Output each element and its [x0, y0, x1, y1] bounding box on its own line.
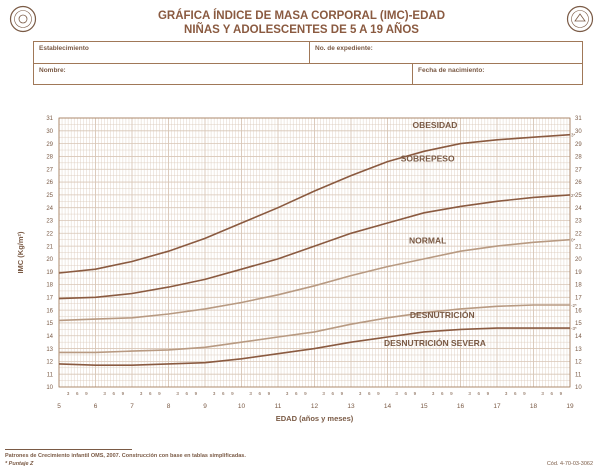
y-tick-label: 16 — [46, 308, 53, 315]
x-tick-label: 15 — [420, 403, 428, 410]
y-tick-label: 19 — [46, 269, 53, 276]
y-tick-label-right: 17 — [575, 295, 582, 302]
y-tick-label-right: 25 — [575, 193, 582, 200]
y-tick-label: 25 — [46, 193, 53, 200]
y-tick-label-right: 26 — [575, 180, 582, 187]
month-tick-label: 9 — [559, 391, 563, 396]
y-tick-label-right: 12 — [575, 359, 582, 366]
y-tick-label: 22 — [46, 231, 53, 238]
x-tick-label: 9 — [203, 403, 207, 410]
x-tick-label: 7 — [130, 403, 134, 410]
x-tick-label: 19 — [566, 403, 574, 410]
month-tick-label: 3 — [468, 391, 471, 396]
y-tick-label: 30 — [46, 129, 53, 136]
y-tick-label-right: 23 — [575, 218, 582, 225]
y-tick-label: 10 — [46, 385, 53, 392]
y-tick-label: 14 — [46, 333, 53, 340]
page-subtitle: NIÑAS Y ADOLESCENTES DE 5 A 19 AÑOS — [184, 24, 419, 36]
curve-label: -2* — [571, 303, 577, 309]
y-tick-label: 26 — [46, 180, 53, 187]
curve-label: 2* — [571, 192, 576, 198]
y-tick-label-right: 13 — [575, 346, 582, 353]
month-tick-label: 6 — [513, 391, 517, 396]
x-tick-label: 12 — [310, 403, 319, 410]
month-tick-label: 3 — [541, 391, 544, 396]
month-tick-label: 6 — [550, 391, 554, 396]
expediente-field[interactable]: No. de expediente: — [315, 45, 373, 52]
x-tick-label: 6 — [93, 403, 98, 410]
y-tick-label-right: 14 — [575, 333, 582, 340]
zone-label: SOBREPESO — [400, 153, 455, 164]
x-tick-label: 14 — [383, 403, 392, 410]
zone-label: NORMAL — [408, 235, 447, 246]
month-tick-label: 3 — [139, 391, 143, 396]
y-tick-label-right: 15 — [575, 321, 582, 328]
y-tick-label-right: 11 — [575, 372, 582, 379]
month-tick-label: 9 — [413, 391, 417, 396]
y-tick-label-right: 28 — [575, 154, 582, 161]
month-tick-label: 3 — [212, 391, 216, 396]
y-tick-label-right: 22 — [575, 231, 582, 238]
x-tick-label: 13 — [347, 403, 355, 410]
y-tick-label: 12 — [46, 359, 53, 366]
page-title: GRÁFICA ÍNDICE DE MASA CORPORAL (IMC)-EDAD — [157, 10, 446, 22]
month-tick-label: 9 — [267, 391, 271, 396]
month-tick-label: 6 — [367, 391, 371, 396]
month-tick-label: 3 — [285, 391, 289, 396]
document-code: Cód. 4-70-03-3062 — [546, 461, 593, 467]
y-tick-label-right: 10 — [575, 385, 582, 392]
y-tick-label: 28 — [46, 154, 53, 161]
month-tick-label: 9 — [304, 391, 307, 396]
y-tick-label-right: 16 — [575, 308, 582, 315]
month-tick-label: 9 — [486, 391, 490, 396]
y-tick-label: 15 — [46, 321, 53, 328]
month-tick-label: 3 — [395, 391, 398, 396]
establecimiento-field[interactable]: Establecimiento — [39, 45, 89, 52]
month-tick-label: 9 — [194, 391, 198, 396]
month-tick-label: 6 — [148, 391, 152, 396]
month-tick-label: 6 — [404, 391, 408, 396]
y-tick-label: 13 — [46, 346, 53, 353]
y-tick-label: 24 — [46, 205, 53, 212]
y-tick-label-right: 29 — [575, 141, 582, 148]
curve-label: -3* — [571, 326, 577, 332]
month-tick-label: 9 — [85, 391, 88, 396]
month-tick-label: 3 — [322, 391, 325, 396]
month-tick-label: 9 — [377, 391, 380, 396]
month-tick-label: 3 — [504, 391, 508, 396]
y-tick-label: 31 — [46, 116, 53, 123]
month-tick-label: 6 — [112, 391, 116, 396]
y-tick-label-right: 21 — [575, 244, 582, 251]
x-tick-label: 8 — [166, 403, 171, 410]
month-tick-label: 6 — [477, 391, 481, 396]
y-tick-label: 20 — [46, 257, 53, 264]
y-tick-label-right: 27 — [575, 167, 582, 174]
month-tick-label: 3 — [103, 391, 106, 396]
month-tick-label: 6 — [185, 391, 189, 396]
month-tick-label: 9 — [231, 391, 234, 396]
y-tick-label-right: 20 — [575, 257, 582, 264]
y-tick-label: 21 — [46, 244, 53, 251]
x-tick-label: 5 — [57, 403, 61, 410]
footer-source: Patrones de Crecimiento infantil OMS, 2007. Construcción con base en tablas simplificadas. — [5, 453, 246, 459]
fecha-nacimiento-field[interactable]: Fecha de nacimiento: — [418, 67, 485, 74]
y-axis-title: IMC (Kg/m²) — [16, 231, 25, 274]
y-tick-label: 29 — [46, 141, 53, 148]
y-tick-label-right: 31 — [575, 116, 582, 123]
y-tick-label-right: 19 — [575, 269, 582, 276]
y-tick-label: 23 — [46, 218, 53, 225]
month-tick-label: 3 — [431, 391, 435, 396]
nombre-field[interactable]: Nombre: — [39, 67, 66, 74]
x-tick-label: 16 — [456, 403, 465, 410]
x-tick-label: 10 — [237, 403, 246, 410]
month-tick-label: 9 — [523, 391, 526, 396]
x-tick-label: 11 — [274, 403, 282, 410]
month-tick-label: 6 — [75, 391, 79, 396]
zone-label: DESNUTRICIÓN SEVERA — [383, 338, 486, 349]
footer-note: * Puntaje Z — [5, 461, 34, 467]
month-tick-label: 9 — [340, 391, 344, 396]
month-tick-label: 3 — [176, 391, 179, 396]
month-tick-label: 9 — [158, 391, 161, 396]
month-tick-label: 6 — [221, 391, 225, 396]
month-tick-label: 9 — [450, 391, 453, 396]
y-tick-label: 27 — [46, 167, 53, 174]
month-tick-label: 6 — [331, 391, 335, 396]
month-tick-label: 3 — [358, 391, 362, 396]
month-tick-label: 9 — [121, 391, 125, 396]
month-tick-label: 6 — [440, 391, 444, 396]
y-tick-label-right: 30 — [575, 129, 582, 136]
month-tick-label: 3 — [249, 391, 252, 396]
y-tick-label: 17 — [46, 295, 53, 302]
footer-divider — [5, 449, 132, 450]
month-tick-label: 6 — [294, 391, 298, 396]
month-tick-label: 6 — [258, 391, 262, 396]
x-axis-title: EDAD (años y meses) — [275, 414, 354, 423]
y-tick-label: 18 — [46, 282, 53, 289]
x-tick-label: 17 — [493, 403, 501, 410]
zone-label: OBESIDAD — [412, 120, 458, 131]
y-tick-label: 11 — [46, 372, 53, 379]
month-tick-label: 3 — [66, 391, 70, 396]
y-tick-label-right: 24 — [575, 205, 582, 212]
curve-label: 3* — [571, 132, 576, 138]
curve-label: 0* — [571, 237, 576, 243]
y-tick-label-right: 18 — [575, 282, 582, 289]
zone-label: DESNUTRICIÓN — [409, 309, 475, 320]
x-tick-label: 18 — [529, 403, 538, 410]
